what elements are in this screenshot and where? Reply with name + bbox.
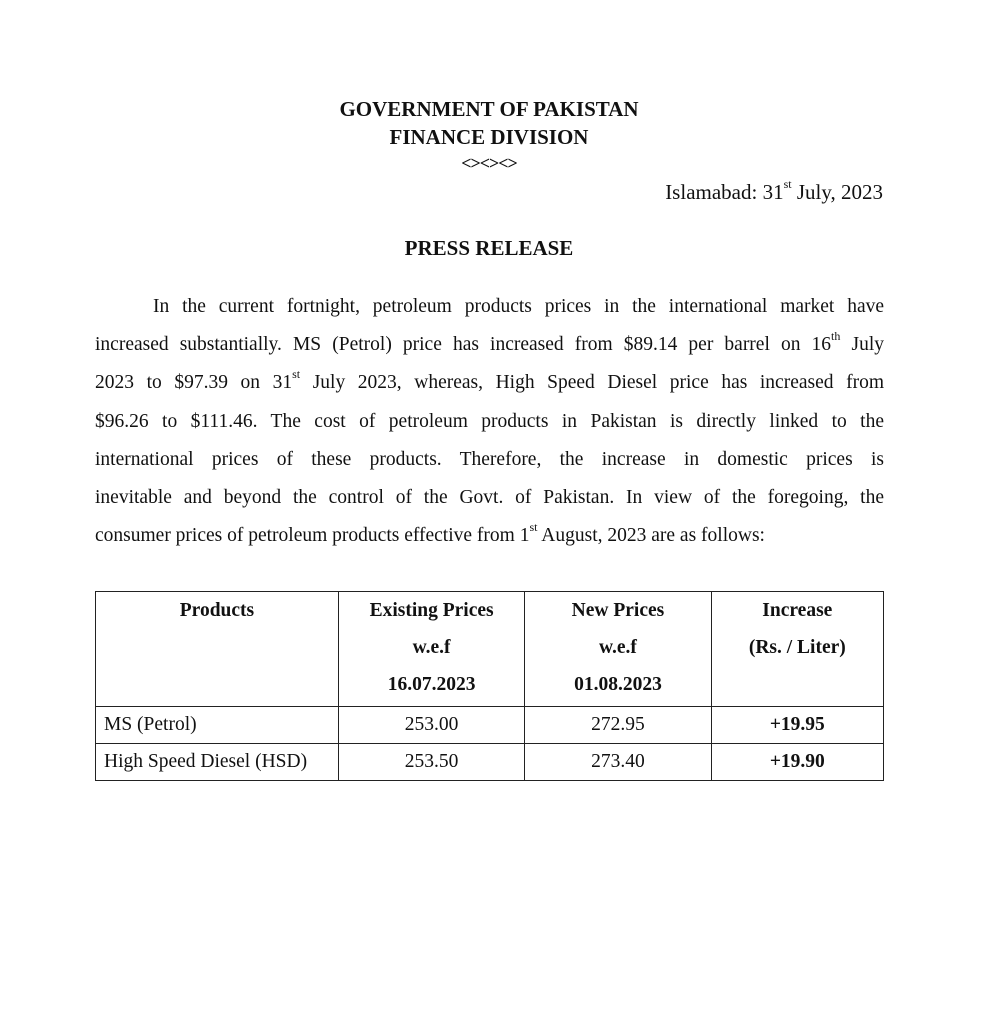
existing-price-cell: 253.50 bbox=[338, 744, 524, 781]
header-increase-l1: Increase bbox=[762, 600, 833, 621]
body-line-2-sup: th bbox=[831, 328, 841, 343]
body-line-6: inevitable and beyond the control of the Govt. of Pakistan. In view of the foregoing, the bbox=[95, 486, 884, 508]
table-row bbox=[96, 744, 884, 781]
header-existing-l1: Existing Prices bbox=[369, 600, 494, 621]
dateline-rest: July, 2023 bbox=[791, 180, 883, 204]
existing-price-cell: 253.00 bbox=[338, 707, 524, 744]
header-existing-l3: 16.07.2023 bbox=[387, 674, 476, 695]
header-government: GOVERNMENT OF PAKISTAN bbox=[339, 97, 639, 121]
increase-cell: +19.95 bbox=[711, 707, 883, 744]
header-new-l3: 01.08.2023 bbox=[574, 674, 662, 695]
header-new-prices bbox=[525, 592, 711, 707]
body-line-1: In the current fortnight, petroleum products prices in the international market have bbox=[153, 296, 884, 317]
new-price-cell: 272.95 bbox=[525, 707, 711, 744]
body-line-2-rest: July bbox=[840, 334, 884, 356]
body-line-7-sup: st bbox=[529, 519, 538, 534]
new-price-cell: 273.40 bbox=[525, 744, 711, 781]
document-title: PRESS RELEASE bbox=[404, 236, 574, 260]
header-existing-prices bbox=[338, 592, 524, 707]
dateline-superscript: st bbox=[783, 177, 792, 191]
header-increase-l2: (Rs. / Liter) bbox=[748, 637, 846, 658]
body-line-2-text: increased substantially. MS (Petrol) price has increased from $89.14 per barrel on 16 bbox=[95, 334, 832, 356]
header-increase bbox=[711, 592, 883, 707]
body-line-3-sup: st bbox=[292, 366, 301, 381]
header-products-label: Products bbox=[179, 600, 255, 621]
increase-cell: +19.90 bbox=[711, 744, 883, 781]
header-products bbox=[96, 592, 339, 707]
body-line-3-rest: July 2023, whereas, High Speed Diesel price has increased from bbox=[300, 372, 884, 394]
dateline bbox=[665, 178, 883, 206]
body-line-7-text: consumer prices of petroleum products effective from 1 bbox=[95, 525, 530, 547]
header-new-l2: w.e.f bbox=[598, 637, 637, 658]
table-header-row bbox=[96, 592, 884, 707]
header-new-l1: New Prices bbox=[571, 600, 665, 621]
body-line-3-text: 2023 to $97.39 on 31 bbox=[95, 372, 293, 394]
body-line-5: international prices of these products. Therefore, the increase in domestic prices is bbox=[95, 448, 884, 470]
prices-table bbox=[95, 591, 884, 781]
header-ornament: <><><> bbox=[461, 153, 517, 173]
dateline-place: Islamabad: 31 bbox=[665, 180, 784, 204]
body-paragraph bbox=[95, 288, 884, 555]
body-line-4: $96.26 to $111.46. The cost of petroleum products in Pakistan is directly linked to the bbox=[95, 410, 884, 432]
header-division: FINANCE DIVISION bbox=[389, 125, 589, 149]
product-cell: High Speed Diesel (HSD) bbox=[96, 744, 339, 781]
body-line-7-rest: August, 2023 are as follows: bbox=[537, 525, 765, 547]
header-existing-l2: w.e.f bbox=[412, 637, 451, 658]
body-line-7 bbox=[95, 517, 884, 555]
body-line-2 bbox=[95, 326, 884, 364]
product-cell: MS (Petrol) bbox=[96, 707, 339, 744]
table-row bbox=[96, 707, 884, 744]
body-line-3 bbox=[95, 364, 884, 402]
